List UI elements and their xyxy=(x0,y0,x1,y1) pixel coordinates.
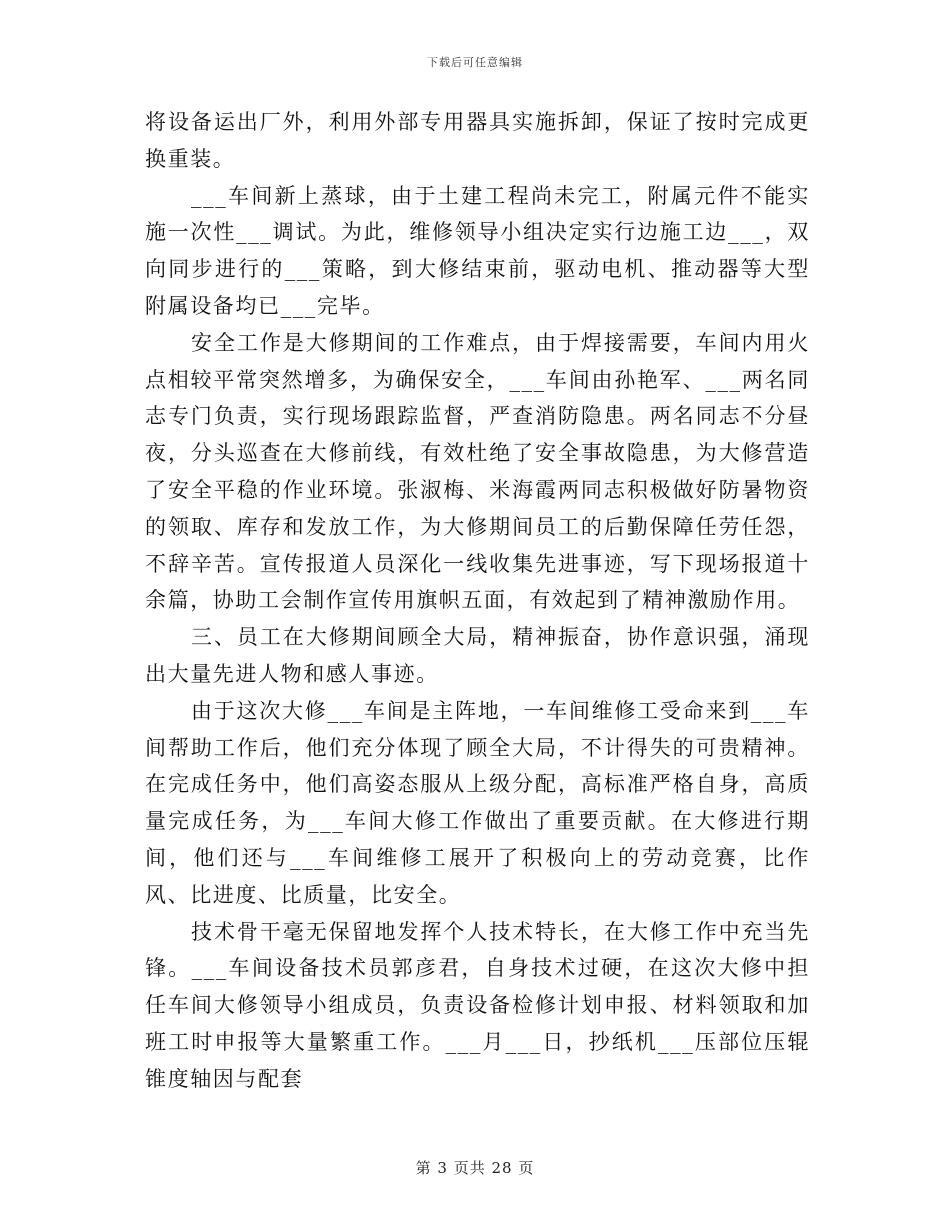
page-header: 下载后可任意编辑 xyxy=(427,56,523,69)
paragraph-6: 技术骨干毫无保留地发挥个人技术特长，在大修工作中充当先锋。___车间设备技术员郭彦君，自身技术过硬，在这次大修中担任车间大修领导小组成员，负责设备检修计划申报、材料领取和加班工时申报等大量繁重工作。___月___日，抄纸机___压部位压辊锥度轴因与配套 xyxy=(145,919,810,1091)
page-footer: 第 3 页共 28 页 xyxy=(415,1159,535,1177)
paragraph-3: 安全工作是大修期间的工作难点，由于焊接需要，车间内用火点相较平常突然增多，为确保安全，___车间由孙艳军、___两名同志专门负责，实行现场跟踪监督，严查消防隐患。两名同志不分昼夜，分头巡查在大修前线，有效杜绝了安全事故隐患，为大修营造了安全平稳的作业环境。张淑梅、米海霞两同志积极做好防暑物资的领取、库存和发放工作，为大修期间员工的后勤保障任劳任怨，不辞辛苦。宣传报道人员深化一线收集先进事迹，写下现场报道十余篇，协助工会制作宣传用旗帜五面，有效起到了精神激励作用。 xyxy=(145,330,810,613)
paragraph-5: 由于这次大修___车间是主阵地，一车间维修工受命来到___车间帮助工作后，他们充分体现了顾全大局，不计得失的可贵精神。在完成任务中，他们高姿态服从上级分配，高标准严格自身，高质量完成任务，为___车间大修工作做出了重要贡献。在大修进行期间，他们还与___车间维修工展开了积极向上的劳动竞赛，比作风、比进度、比质量，比安全。 xyxy=(145,698,810,907)
document-body xyxy=(145,104,810,1098)
paragraph-4: 三、员工在大修期间顾全大局，精神振奋，协作意识强，涌现出大量先进人物和感人事迹。 xyxy=(145,625,810,686)
paragraph-2: ___车间新上蒸球，由于土建工程尚未完工，附属元件不能实施一次性___调试。为此，维修领导小组决定实行边施工边___，双向同步进行的___策略，到大修结束前，驱动电机、推动器等大型附属设备均已___完毕。 xyxy=(145,183,810,318)
paragraph-1: 将设备运出厂外，利用外部专用器具实施拆卸，保证了按时完成更换重装。 xyxy=(145,110,810,171)
